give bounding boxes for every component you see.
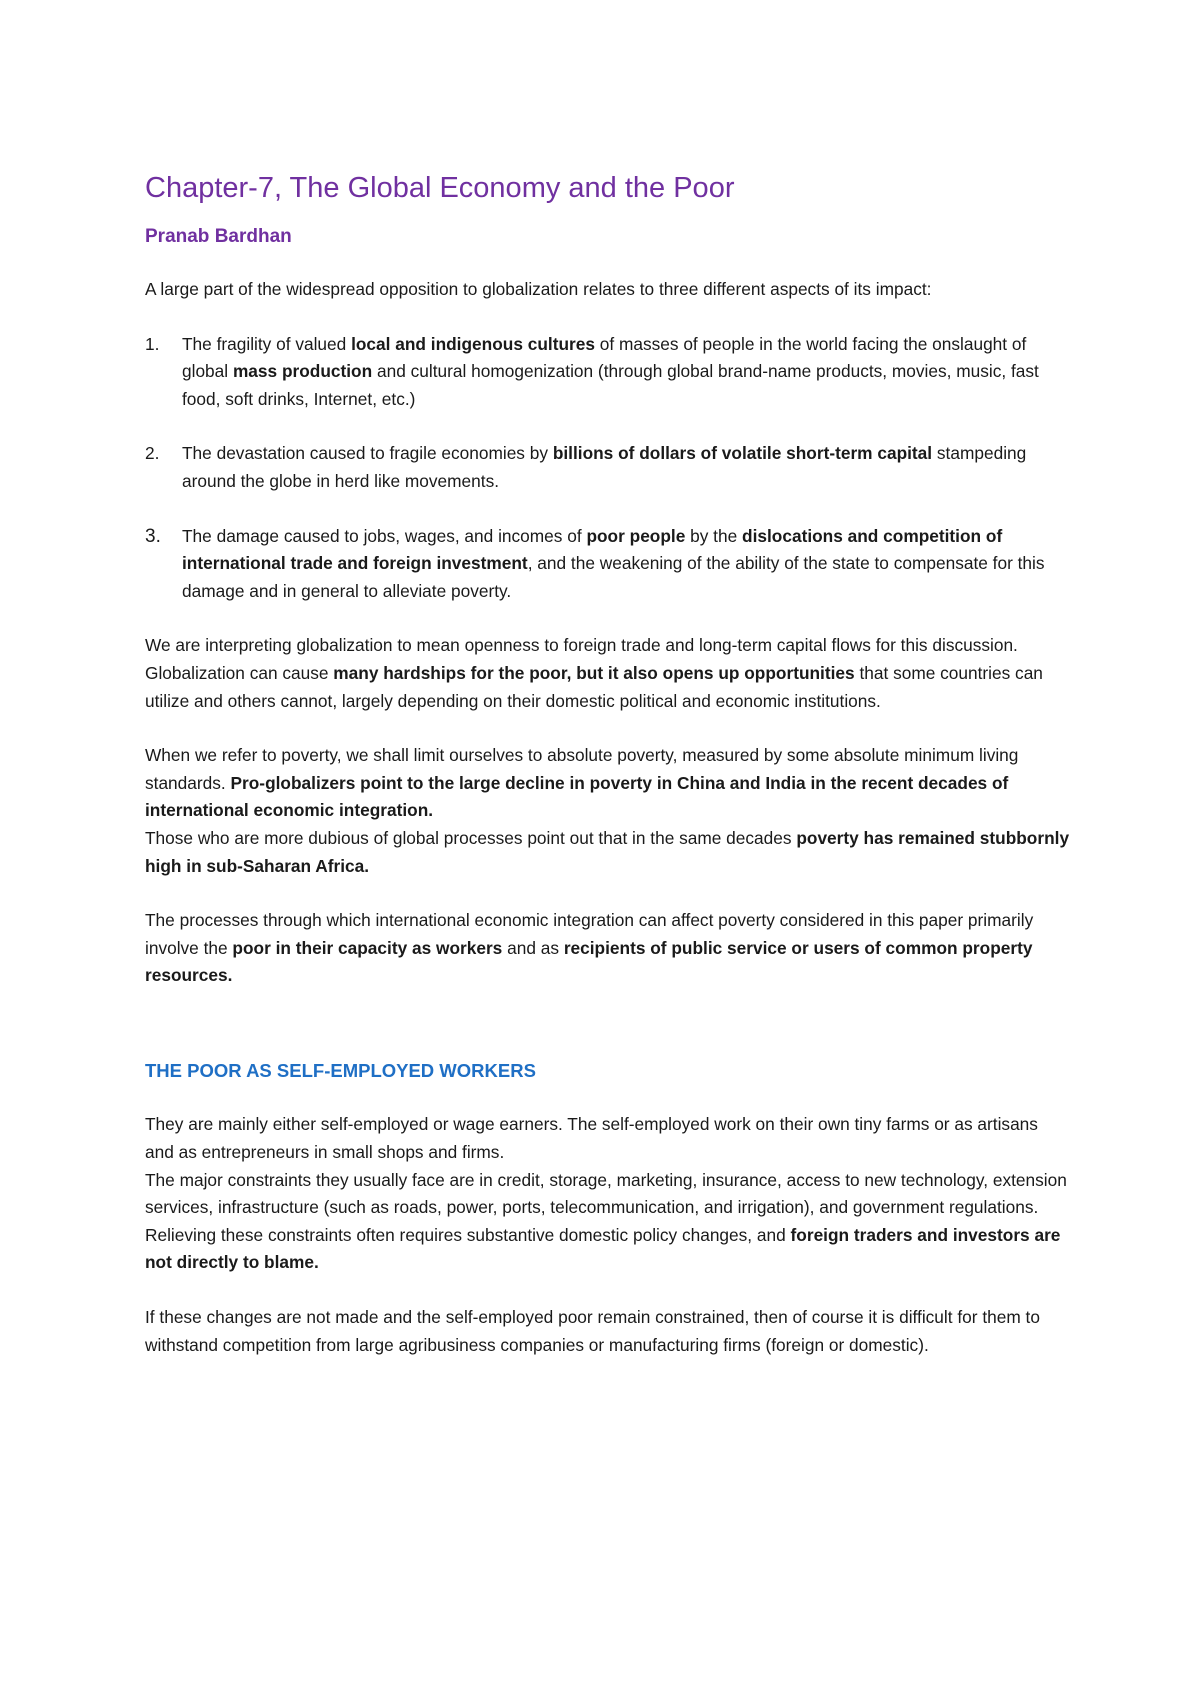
list-text: by the [685,525,743,546]
list-text: The damage caused to jobs, wages, and incomes of [182,525,587,546]
bold-text: mass production [232,361,373,382]
impact-list [145,331,1070,606]
paragraph-text: When we refer to poverty, we shall limit ourselves to absolute poverty, measured by some absolute minimum living standards. [145,745,1019,793]
bold-text: dislocations and competition of international trade and foreign investment [182,525,1003,574]
list-number: 2. [145,443,160,464]
poverty-paragraph [145,742,1070,825]
paragraph-text: The processes through which international economic integration can affect poverty considered in this paper primarily involve the [145,910,1034,958]
constraints-paragraph [145,1167,1070,1277]
list-text: , and the weakening of the ability of the state to compensate for this damage and in general to alleviate poverty. [182,553,1045,601]
paragraph-text: and as [502,937,564,958]
paragraph-text: We are interpreting globalization to mean openness to foreign trade and long-term capital flows for this discussion. Globalization can cause [145,635,1018,683]
list-text: of masses of people in the world facing the onslaught of global [182,333,1027,382]
self-employed-paragraph: They are mainly either self-employed or wage earners. The self-employed work on their own tiny farms or as artisans and as entrepreneurs in small shops and firms. [145,1114,1038,1163]
bold-text: Pro-globalizers point to the large decline in poverty in China and India in the recent decades of international economic integration. [145,772,1009,821]
bold-text: foreign traders and investors are not directly to blame. [145,1224,1061,1273]
list-text: The devastation caused to fragile economies by [182,443,553,464]
document-body [145,170,1070,1386]
bold-text: recipients of public service or users of common property resources. [145,937,1033,986]
list-item [145,440,1070,495]
section-heading: THE POOR AS SELF-EMPLOYED WORKERS [145,1059,536,1081]
list-number: 1. [145,333,160,354]
bold-text: poverty has remained stubbornly high in sub-Saharan Africa. [145,827,1070,876]
bold-text: local and indigenous cultures [351,333,595,354]
bold-text: poor in their capacity as workers [232,937,503,958]
bold-text: billions of dollars of volatile short-term capital [552,443,933,464]
paragraph-text: Those who are more dubious of global processes point out that in the same decades [145,827,797,848]
skeptics-paragraph [145,825,1070,880]
author-name: Pranab Bardhan [145,226,292,247]
list-text: and cultural homogenization (through global brand-name products, movies, music, fast food, soft drinks, Internet, etc.) [182,361,1039,409]
paragraph-text: The major constraints they usually face are in credit, storage, marketing, insurance, access to new technology, extension services, infrastructure (such as roads, power, ports, telecommunication, and irrigation), and government regulations. Relieving these constraints often requires substantive domestic policy changes, and [145,1169,1067,1245]
bold-text: poor people [586,525,686,546]
globalization-paragraph [145,632,1070,715]
list-item [145,331,1070,414]
competition-paragraph: If these changes are not made and the self-employed poor remain constrained, then of course it is difficult for them to withstand competition from large agribusiness companies or manufacturing firms (foreign or domestic). [145,1307,1040,1355]
list-text: stampeding around the globe in herd like movements. [182,443,1027,491]
processes-paragraph [145,907,1070,990]
bold-text: many hardships for the poor, but it also opens up opportunities [333,662,855,683]
intro-paragraph: A large part of the widespread opposition to globalization relates to three different aspects of its impact: [145,279,932,299]
paragraph-text: that some countries can utilize and others cannot, largely depending on their domestic political and economic institutions. [145,662,1043,711]
list-number: 3. [145,525,161,547]
list-item [145,523,1070,606]
chapter-title: Chapter-7, The Global Economy and the Poor [145,172,735,204]
list-text: The fragility of valued [182,333,352,354]
